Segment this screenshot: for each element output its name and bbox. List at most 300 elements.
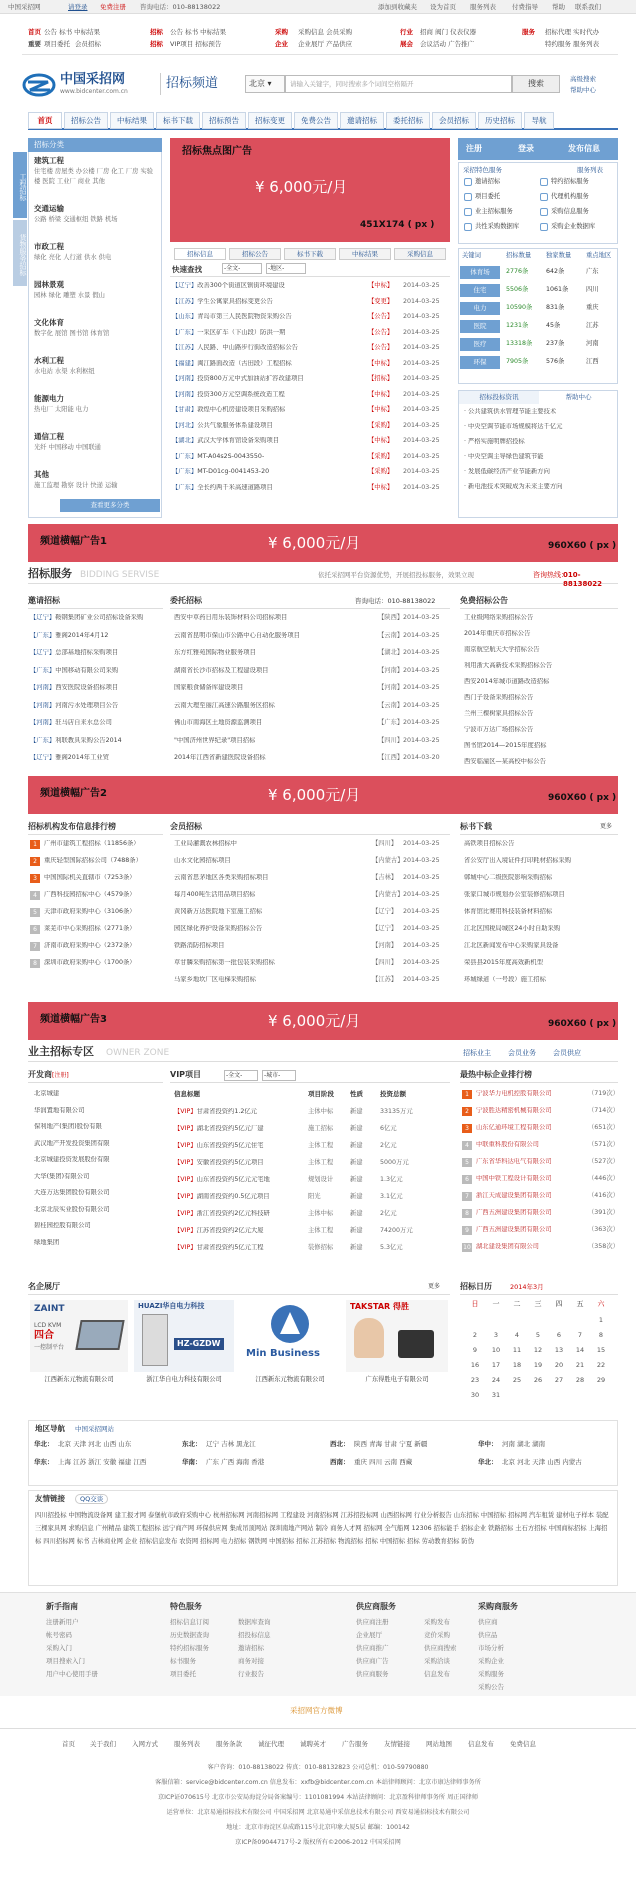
footer-col-link[interactable]: 用户中心使用手册: [46, 1670, 98, 1678]
member-item[interactable]: 马家乡地坎厂区电梯采购招标: [174, 976, 256, 983]
quicknav-title[interactable]: 采购: [275, 28, 288, 36]
region-cities[interactable]: 辽宁 吉林 黑龙江: [206, 1440, 256, 1448]
region-cities[interactable]: 北京 河北 天津 山西 内蒙古: [502, 1458, 582, 1466]
quicknav-title[interactable]: 首页: [28, 28, 41, 36]
member-item[interactable]: 山水文化园招标项目: [174, 857, 231, 864]
member-item[interactable]: 每月400吨生活用品项目招标: [174, 891, 256, 898]
notice-item[interactable]: [172, 391, 367, 399]
tip-item[interactable]: · 严格实施明牌招投标: [464, 438, 525, 445]
help-center-link[interactable]: 帮助中心: [570, 86, 596, 94]
stats-keyword[interactable]: 医院: [460, 320, 500, 333]
developer-item[interactable]: 保利地产(集团)股份有限: [34, 1123, 102, 1130]
weibo-link[interactable]: 采招网官方微博: [290, 1706, 343, 1715]
category-group-items[interactable]: 公路 桥梁 交通枢纽 铁路 机场: [34, 216, 118, 223]
vip-row-title[interactable]: 山东省投资约5亿元元宅地: [196, 1176, 270, 1183]
notice-title[interactable]: 武汉大学体育馆设备采购项目: [197, 437, 280, 444]
famous-card[interactable]: [30, 1300, 128, 1372]
calendar-day[interactable]: 1: [598, 1316, 604, 1324]
stats-region[interactable]: 江西: [586, 358, 599, 365]
vip-row[interactable]: [174, 1193, 306, 1201]
footer-col-link[interactable]: 招投标信息: [238, 1631, 271, 1639]
invite-item[interactable]: [30, 719, 163, 727]
vip-row-title[interactable]: 浙江省投资约2亿元科技研: [196, 1210, 270, 1217]
help-link[interactable]: 帮助: [552, 3, 565, 11]
footer-col-link[interactable]: 采购公告: [478, 1683, 504, 1691]
nav-item-8[interactable]: 委托招标: [386, 112, 430, 129]
company-name[interactable]: 浙江华自电力科技有限公司: [146, 1376, 222, 1383]
developer-item[interactable]: 北京北辰实业股份有限公司: [34, 1205, 110, 1213]
vip-row[interactable]: [174, 1176, 306, 1184]
entrust-item[interactable]: 湖南省长沙市招标及工程建设项目: [174, 666, 269, 674]
category-group-name[interactable]: 建筑工程: [34, 156, 64, 165]
banner-ad-1[interactable]: [28, 524, 618, 562]
category-group-items[interactable]: 绿化 亮化 人行道 供水 供电: [34, 254, 112, 261]
footer-col-link[interactable]: 供应品: [478, 1631, 498, 1639]
item-title[interactable]: 鞍钢集团矿业公司招标设备采购: [55, 614, 144, 621]
category-group-name[interactable]: 园林景观: [34, 280, 64, 289]
calendar-day[interactable]: 8: [598, 1331, 604, 1339]
winner-item[interactable]: 山东亿通环境工程有限公司: [476, 1124, 552, 1131]
category-group-name[interactable]: 通信工程: [34, 432, 64, 441]
footer-link[interactable]: 网站地图: [426, 1740, 452, 1748]
quicknav-title[interactable]: 服务: [522, 28, 535, 36]
quicknav-item[interactable]: 会员招标: [75, 40, 101, 48]
nav-item-11[interactable]: 导航: [524, 112, 554, 129]
tip-item[interactable]: · 发展低碳经济产业节能新方向: [464, 468, 550, 475]
calendar-day[interactable]: 25: [512, 1376, 522, 1384]
calendar-day[interactable]: 22: [596, 1361, 606, 1369]
nav-item-10[interactable]: 历史招标: [478, 112, 522, 129]
vip-row-title[interactable]: 甘肃省投资约1.2亿元: [196, 1108, 257, 1115]
stats-region[interactable]: 重庆: [586, 304, 599, 311]
stats-keyword[interactable]: 体育场: [460, 266, 500, 279]
feature-link[interactable]: 业主招标服务: [475, 208, 513, 215]
quicknav-items[interactable]: 公告 标书 中标结果: [170, 28, 227, 36]
owner-link[interactable]: 招标业主: [463, 1049, 491, 1057]
vip-type-select[interactable]: -全文-: [224, 1070, 258, 1081]
quicknav-title[interactable]: 展会: [400, 40, 413, 48]
quicknav-items[interactable]: 招标代理 实时代办: [545, 28, 600, 36]
free-item[interactable]: 图书馆2014—2015年度招标: [464, 742, 547, 749]
service-list-link[interactable]: 服务列表: [470, 3, 496, 11]
footer-col-link[interactable]: 邀请招标: [238, 1644, 264, 1652]
notice-item[interactable]: [172, 437, 367, 445]
agency-item[interactable]: 广西科技园招标中心（4579条）: [44, 891, 136, 898]
footer-col-link[interactable]: 项目委托: [170, 1670, 196, 1678]
category-group-name[interactable]: 市政工程: [34, 242, 64, 251]
famous-card[interactable]: [346, 1300, 448, 1372]
region-cities[interactable]: 北京 天津 河北 山西 山东: [58, 1440, 132, 1448]
category-group-items[interactable]: 热电厂 太阳能 电力: [34, 406, 89, 413]
category-group-items[interactable]: 园林 绿化 雕塑 水景 假山: [34, 292, 105, 299]
notice-title[interactable]: MT-D01cg-0041453-20: [197, 468, 270, 475]
download-item[interactable]: 江北区新闻发布中心采购家具设备: [464, 942, 559, 949]
region-cities[interactable]: 广东 广西 海南 香港: [206, 1458, 265, 1466]
agency-item[interactable]: 济南市政府采购中心（2372条）: [44, 942, 136, 949]
item-title[interactable]: 河南污水处理项目公告: [55, 701, 119, 709]
calendar-day[interactable]: 24: [491, 1376, 501, 1384]
region-select[interactable]: 北京 ▾: [245, 75, 285, 93]
footer-col-link[interactable]: 招标信息订阅: [170, 1618, 209, 1626]
footer-col-link[interactable]: 标书服务: [170, 1657, 196, 1665]
calendar-day[interactable]: 18: [512, 1361, 522, 1369]
notice-item[interactable]: [172, 282, 367, 290]
notice-item[interactable]: [172, 468, 367, 476]
vip-row-title[interactable]: 安徽省投资约5亿元项目: [196, 1159, 264, 1166]
calendar-day[interactable]: 30: [470, 1391, 480, 1399]
winner-item[interactable]: 广东省华科达电气有限公司: [476, 1158, 552, 1165]
region-nav-link[interactable]: 中国采招网站: [75, 1425, 114, 1433]
item-title[interactable]: 雅阁2014年4月12: [55, 631, 109, 639]
register-link[interactable]: 免费注册: [100, 3, 126, 11]
category-group-items[interactable]: 施工监理 勘察 设计 快递 运输: [34, 482, 118, 489]
invite-item[interactable]: [30, 702, 163, 710]
pay-guide-link[interactable]: 付费指导: [512, 3, 538, 11]
calendar-day[interactable]: 2: [472, 1331, 478, 1339]
download-item[interactable]: 荣县县2015年度高效新机型: [464, 959, 543, 966]
footer-link[interactable]: 免费信息: [510, 1740, 536, 1748]
notice-title[interactable]: 闽江路面改造（古田段）工程招标: [197, 359, 292, 367]
company-name[interactable]: 江西新东元物流有限公司: [255, 1376, 325, 1383]
agency-item[interactable]: 重庆轻型国际招标公司（7488条）: [44, 857, 142, 864]
footer-link[interactable]: 入网方式: [132, 1740, 158, 1748]
footer-col-link[interactable]: 注册新用户: [46, 1618, 79, 1626]
region-cities[interactable]: 河南 湖北 湖南: [502, 1440, 546, 1448]
free-item[interactable]: 南京航空航天大学招标公告: [464, 646, 540, 653]
footer-col-link[interactable]: 企业展厅: [356, 1631, 382, 1639]
developer-item[interactable]: 北京城建: [34, 1090, 60, 1097]
category-group-name[interactable]: 文化体育: [34, 318, 64, 327]
vip-row[interactable]: [174, 1108, 306, 1116]
download-item[interactable]: 环城绿道（一号段）施工招标: [464, 976, 546, 983]
nav-item-4[interactable]: 招标预告: [202, 112, 246, 129]
footer-link[interactable]: 信息发布: [468, 1740, 494, 1748]
agency-item[interactable]: 中国国际机关直辖市（7253条）: [44, 874, 136, 881]
download-item[interactable]: 张家口城市规划办公室装修招标项目: [464, 891, 565, 898]
stats-region[interactable]: 广东: [586, 268, 599, 275]
stats-keyword[interactable]: 环保: [460, 356, 500, 369]
free-item[interactable]: 西安临潼区—某高校中标公告: [464, 758, 546, 765]
download-item[interactable]: 省公安厅出入境证件打印耗材招标采购: [464, 857, 572, 864]
banner-ad-2[interactable]: [28, 776, 618, 814]
nav-item-2[interactable]: 中标结果: [110, 112, 154, 129]
member-item[interactable]: 工业局灌溉农林招标中: [174, 840, 237, 847]
notice-item[interactable]: [172, 422, 367, 430]
nav-item-1[interactable]: 招标公告: [64, 112, 108, 129]
member-item[interactable]: 云南省思茅地区各类采购招标项目: [174, 874, 269, 881]
nav-item-7[interactable]: 邀请招标: [340, 112, 384, 129]
footer-link[interactable]: 广告服务: [342, 1740, 368, 1748]
footer-col-link[interactable]: 信息发布: [424, 1670, 450, 1678]
footer-col-link[interactable]: 供应商广告: [356, 1657, 389, 1665]
footer-link[interactable]: 首页: [62, 1740, 75, 1748]
free-item[interactable]: 利用浙大高新技术采购招标公告: [464, 662, 553, 669]
quicknav-item[interactable]: 项目委托: [44, 40, 70, 48]
category-group-name[interactable]: 交通运输: [34, 204, 64, 213]
site-logo[interactable]: [22, 72, 152, 100]
notice-title[interactable]: 青岛市第三人民医院物资采购公告: [197, 313, 292, 320]
quicknav-items[interactable]: 特约服务 服务列表: [545, 40, 600, 48]
calendar-day[interactable]: 15: [596, 1346, 606, 1354]
focus-ad[interactable]: [170, 138, 450, 242]
calendar-day[interactable]: 21: [575, 1361, 585, 1369]
download-item[interactable]: 江北区国税局城区24小时自助采购: [464, 925, 561, 932]
vip-row[interactable]: [174, 1142, 306, 1150]
agency-item[interactable]: 深圳市政府采购中心（1700条）: [44, 959, 136, 966]
vip-row-title[interactable]: 江苏省投资约2亿元大厦: [196, 1227, 264, 1234]
entrust-item[interactable]: 云南省昆明市保山市公路中心自动化服务项目: [174, 631, 300, 639]
info-tab-0[interactable]: 招标信息: [174, 248, 226, 260]
calendar-day[interactable]: 5: [535, 1331, 541, 1339]
info-tab-3[interactable]: 中标结果: [339, 248, 391, 260]
item-title[interactable]: 西安医院设备招标项目: [55, 684, 119, 691]
footer-col-link[interactable]: 竞价采购: [424, 1631, 450, 1639]
calendar-day[interactable]: 27: [554, 1376, 564, 1384]
notice-item[interactable]: [172, 344, 367, 352]
footer-col-link[interactable]: 供应商: [478, 1618, 498, 1626]
calendar-day[interactable]: 29: [596, 1376, 606, 1384]
notice-title[interactable]: 改善300个街道区镇街环境建设: [197, 282, 285, 289]
notice-item[interactable]: [172, 360, 367, 368]
winner-item[interactable]: 广西五洲建设集团有限公司: [476, 1209, 552, 1216]
quicknav-title[interactable]: 招标: [150, 28, 163, 36]
feature-link[interactable]: 采购信息服务: [551, 208, 589, 215]
invite-item[interactable]: [30, 684, 163, 692]
item-title[interactable]: 中国移动有限公司采购: [55, 666, 119, 674]
famous-card[interactable]: [134, 1300, 234, 1372]
quicknav-items[interactable]: 公告 标书 中标结果: [44, 28, 101, 36]
region-select-small[interactable]: -地区-: [266, 263, 306, 274]
agency-item[interactable]: 广州市建筑工程招标（11856条）: [44, 840, 140, 847]
member-item[interactable]: 黄冈新万达医院地下室施工招标: [174, 908, 263, 915]
free-item[interactable]: 宁波市万达广场招标公告: [464, 726, 534, 733]
footer-link[interactable]: 服务条款: [216, 1740, 242, 1748]
developer-item[interactable]: 大连万达集团股份有限公司: [34, 1189, 110, 1196]
register-button[interactable]: 注册: [466, 144, 482, 153]
type-select[interactable]: -全文-: [222, 263, 262, 274]
footer-col-link[interactable]: 采购企业: [478, 1657, 504, 1665]
calendar-day[interactable]: 6: [556, 1331, 562, 1339]
calendar-day[interactable]: 13: [554, 1346, 564, 1354]
developer-tag[interactable]: [注册]: [52, 1072, 69, 1079]
calendar-day[interactable]: 10: [491, 1346, 501, 1354]
notice-title[interactable]: 一采区矿车（下山段）防洪一期: [197, 328, 286, 336]
download-more[interactable]: 更多: [600, 823, 613, 830]
notice-title[interactable]: 人民路、中山路步行街改造招标公告: [197, 344, 298, 351]
stats-keyword[interactable]: 住宅: [460, 284, 500, 297]
info-tab-4[interactable]: 采购信息: [394, 248, 446, 260]
entrust-item[interactable]: "中国济州世界纪录"项目招标: [174, 736, 256, 744]
more-categories-button[interactable]: 查看更多分类: [60, 499, 160, 512]
footer-col-link[interactable]: 供应商注册: [356, 1618, 389, 1626]
developer-item[interactable]: 华润置地有限公司: [34, 1106, 85, 1114]
calendar-day[interactable]: 26: [533, 1376, 543, 1384]
developer-item[interactable]: 大华(集团)有限公司: [34, 1172, 90, 1180]
search-button[interactable]: 搜索: [512, 75, 560, 93]
notice-item[interactable]: [172, 453, 367, 461]
stats-keyword[interactable]: 电力: [460, 302, 500, 315]
footer-col-link[interactable]: 市场分析: [478, 1644, 504, 1652]
calendar-day[interactable]: 17: [491, 1361, 501, 1369]
feature-link[interactable]: 邀请招标: [475, 178, 501, 185]
developer-item[interactable]: 武汉地产开发投资集团有限: [34, 1139, 110, 1147]
free-item[interactable]: 2014年重庆市招标公告: [464, 630, 531, 637]
footer-col-link[interactable]: 采购洽谈: [424, 1657, 450, 1665]
notice-title[interactable]: 学生公寓家具招标变更公告: [197, 297, 273, 305]
agency-item[interactable]: 天津市政府采购中心（3106条）: [44, 908, 136, 915]
invite-item[interactable]: [30, 754, 163, 762]
invite-item[interactable]: [30, 649, 163, 657]
free-item[interactable]: 西门子设备采购招标公告: [464, 694, 534, 701]
category-group-name[interactable]: 水利工程: [34, 356, 64, 365]
search-input[interactable]: 请输入关键字，同时搜索多个词间空格隔开: [285, 75, 512, 93]
footer-link[interactable]: 服务列表: [174, 1740, 200, 1748]
free-item[interactable]: 工业级网络采购招标公告: [464, 614, 534, 621]
company-name[interactable]: 江西新东元物流有限公司: [44, 1376, 114, 1383]
entrust-item[interactable]: 西安中草药日用乐装饰材料公司招标项目: [174, 614, 288, 621]
stats-region[interactable]: 四川: [586, 286, 599, 293]
footer-col-link[interactable]: 数据库查询: [238, 1618, 271, 1626]
nav-item-0[interactable]: 首页: [28, 112, 62, 129]
calendar-day[interactable]: 19: [533, 1361, 543, 1369]
footer-col-link[interactable]: 供应商搜索: [424, 1644, 457, 1652]
footer-col-link[interactable]: 历史数据查询: [170, 1631, 209, 1639]
category-group-items[interactable]: 光纤 中国移动 中国联通: [34, 444, 101, 451]
winner-item[interactable]: 中国中铁工程设计有限公司: [476, 1175, 552, 1182]
calendar-day[interactable]: 11: [512, 1346, 522, 1354]
calendar-day[interactable]: 16: [470, 1361, 480, 1369]
developer-item[interactable]: 北京城建投资发展股份有限: [34, 1156, 110, 1163]
invite-item[interactable]: [30, 667, 163, 675]
footer-col-link[interactable]: 供应商推广: [356, 1644, 389, 1652]
invite-item[interactable]: [30, 737, 163, 745]
notice-title[interactable]: 全长约两千米高速道路项目: [197, 483, 273, 491]
tab-help[interactable]: 帮助中心: [565, 393, 592, 401]
publish-button[interactable]: 发布信息: [568, 144, 600, 153]
calendar-day[interactable]: 4: [514, 1331, 520, 1339]
tab-engineering[interactable]: 工程招标: [13, 152, 27, 218]
quicknav-items[interactable]: VIP项目 招标预告: [170, 40, 222, 48]
famous-card[interactable]: [240, 1300, 340, 1372]
tip-item[interactable]: · 中央空调节能市场规模将达千亿元: [464, 423, 563, 430]
nav-item-6[interactable]: 免费公告: [294, 112, 338, 129]
footer-link[interactable]: 友情链接: [384, 1740, 410, 1748]
tab-goods[interactable]: 货物服务招标: [13, 220, 27, 286]
download-item[interactable]: 高铁项目招标公告: [464, 840, 515, 847]
footer-col-link[interactable]: 供应商服务: [356, 1670, 389, 1678]
calendar-day[interactable]: 3: [493, 1331, 499, 1339]
feature-link[interactable]: 代理机构服务: [551, 193, 589, 200]
notice-item[interactable]: [172, 329, 367, 337]
agency-item[interactable]: 莱芜市中心采购招标（2771条）: [44, 925, 136, 932]
footer-col-link[interactable]: 帐号密码: [46, 1631, 72, 1639]
feature-link[interactable]: 特约招标服务: [551, 178, 589, 185]
category-group-items[interactable]: 住宅楼 房屋类 办公楼 厂房 化工 厂房 实验楼 医院 工业厂 商业 其他: [34, 168, 154, 185]
quicknav-title[interactable]: 行业: [400, 28, 413, 36]
entrust-item[interactable]: 云南大理至丽江高速公路服务区招标: [174, 701, 275, 709]
footer-col-link[interactable]: 特约招标服务: [170, 1644, 209, 1652]
winner-item[interactable]: 广西五洲建设集团有限公司: [476, 1226, 552, 1233]
region-cities[interactable]: 陕西 青海 甘肃 宁夏 新疆: [354, 1440, 428, 1448]
tip-item[interactable]: · 公共建筑供水管理节能主要技术: [464, 408, 557, 415]
item-title[interactable]: 利联教具采购公告2014: [55, 736, 122, 744]
notice-title[interactable]: 投资300万元空调系统改造工程: [197, 390, 285, 398]
nav-item-9[interactable]: 会员招标: [432, 112, 476, 129]
entrust-item[interactable]: 国家粮食储备库建设项目: [174, 684, 244, 691]
notice-title[interactable]: 公共气象服务体系建设项目: [197, 421, 273, 429]
vip-row[interactable]: [174, 1125, 306, 1133]
contact-link[interactable]: 联系我们: [575, 3, 601, 11]
calendar-day[interactable]: 31: [491, 1391, 501, 1399]
homepage-link[interactable]: 设为首页: [430, 3, 456, 11]
invite-item[interactable]: [30, 632, 163, 640]
tip-item[interactable]: · 中央空调主导绿色建筑节能: [464, 453, 544, 460]
friend-links-text[interactable]: 四川招投标 中国物流设备网 建工报才网 泰堡杭市政府采购中心 杭州招标网 河南招标网 工程建设 河南招标网 江苏招投标网 山西招标网 行业分析报告 山东招标 中国招标 招标网 汽车租赁 建材电子样本 装配三棵家具网 求购信息 广州精品 建筑工程招标 远宁商产网 环保供应网 集成吊顶网站 深圳南地产网站 制冷 商务人才网 招标网 全气船网 12306 招标能手 招标企业 铁路招标 土石方招标 中国商标招标 上海招标 四川招标网 标书 吉林商业网 企业 招标信息发布 农资网 招标网 电力招标 钢铁网 中国招标 招标 江苏招标 物流招标 招标 中国招标 招标 劳动教育招标 防伪: [35, 1512, 609, 1545]
feature-link[interactable]: 采购企业数据库: [551, 223, 596, 230]
notice-item[interactable]: [172, 298, 367, 306]
features-more[interactable]: 服务列表: [577, 166, 603, 174]
footer-col-link[interactable]: 商务对接: [238, 1657, 264, 1665]
company-name[interactable]: 广东得胜电子有限公司: [365, 1376, 429, 1383]
winner-item[interactable]: 浙江天成建设集团有限公司: [476, 1192, 552, 1199]
entrust-item[interactable]: 东方红雅苑国际物业服务项目: [174, 649, 256, 656]
famous-more[interactable]: 更多: [428, 1283, 441, 1290]
entrust-item[interactable]: 2014年江西省新建医院设备招标: [174, 754, 266, 761]
category-group-items[interactable]: 水电站 水渠 水利枢纽: [34, 368, 95, 375]
category-group-name[interactable]: 其他: [34, 470, 49, 479]
stats-region[interactable]: 河南: [586, 340, 599, 347]
footer-col-link[interactable]: 采购发布: [424, 1618, 450, 1626]
member-item[interactable]: 铁路消防招标项目: [174, 942, 225, 949]
category-group-items[interactable]: 数字化 展馆 图书馆 体育馆: [34, 330, 110, 337]
calendar-day[interactable]: 28: [575, 1376, 585, 1384]
login-link[interactable]: 请登录: [68, 3, 88, 11]
notice-item[interactable]: [172, 406, 367, 414]
item-title[interactable]: 雅阁2014年工业贸: [55, 754, 109, 761]
member-item[interactable]: 园区绿化养护设备采购招标公告: [174, 925, 263, 932]
quicknav-items[interactable]: 会议活动 广告推广: [420, 40, 475, 48]
entrust-item[interactable]: 佛山市南海区土地资源监测项目: [174, 719, 263, 726]
footer-link[interactable]: 诚聘英才: [300, 1740, 326, 1748]
vip-row[interactable]: [174, 1159, 306, 1167]
calendar-day[interactable]: 12: [533, 1346, 543, 1354]
item-title[interactable]: 总部基地招标采购项目: [55, 649, 119, 656]
category-group-name[interactable]: 能源电力: [34, 394, 64, 403]
item-title[interactable]: 驻马店自来水总公司: [55, 719, 112, 726]
login-button[interactable]: 登录: [518, 144, 534, 153]
feature-link[interactable]: 共性采购数据库: [475, 223, 520, 230]
advanced-search-link[interactable]: 高级搜索: [570, 75, 596, 83]
footer-col-link[interactable]: 采购入门: [46, 1644, 72, 1652]
vip-row[interactable]: [174, 1227, 306, 1235]
favorite-link[interactable]: 添加到收藏夹: [378, 3, 417, 11]
quicknav-items[interactable]: 采购信息 会员采购: [298, 28, 353, 36]
winner-item[interactable]: 中联重科股份有限公司: [476, 1141, 539, 1148]
vip-city-select[interactable]: -城市-: [262, 1070, 296, 1081]
owner-link[interactable]: 会员业务: [508, 1049, 536, 1057]
winner-item[interactable]: 宁波华力电机控股有限公司: [476, 1090, 552, 1097]
member-item[interactable]: 草甘膦采购招标第一批包装采购招标: [174, 959, 275, 966]
nav-item-5[interactable]: 招标变更: [248, 112, 292, 129]
vip-row-title[interactable]: 湖南省投资约0.5亿元项目: [196, 1193, 270, 1200]
quicknav-title[interactable]: 重要: [28, 40, 41, 48]
vip-row-title[interactable]: 山东省投资约5亿元住宅: [196, 1142, 264, 1149]
feature-link[interactable]: 项目委托: [475, 193, 501, 200]
calendar-day[interactable]: 7: [577, 1331, 583, 1339]
winner-item[interactable]: 宁波胜达精密机械有限公司: [476, 1107, 552, 1114]
developer-item[interactable]: 碧桂园控股有限公司: [34, 1222, 91, 1229]
winner-item[interactable]: 湖北建设集团有限公司: [476, 1243, 539, 1250]
